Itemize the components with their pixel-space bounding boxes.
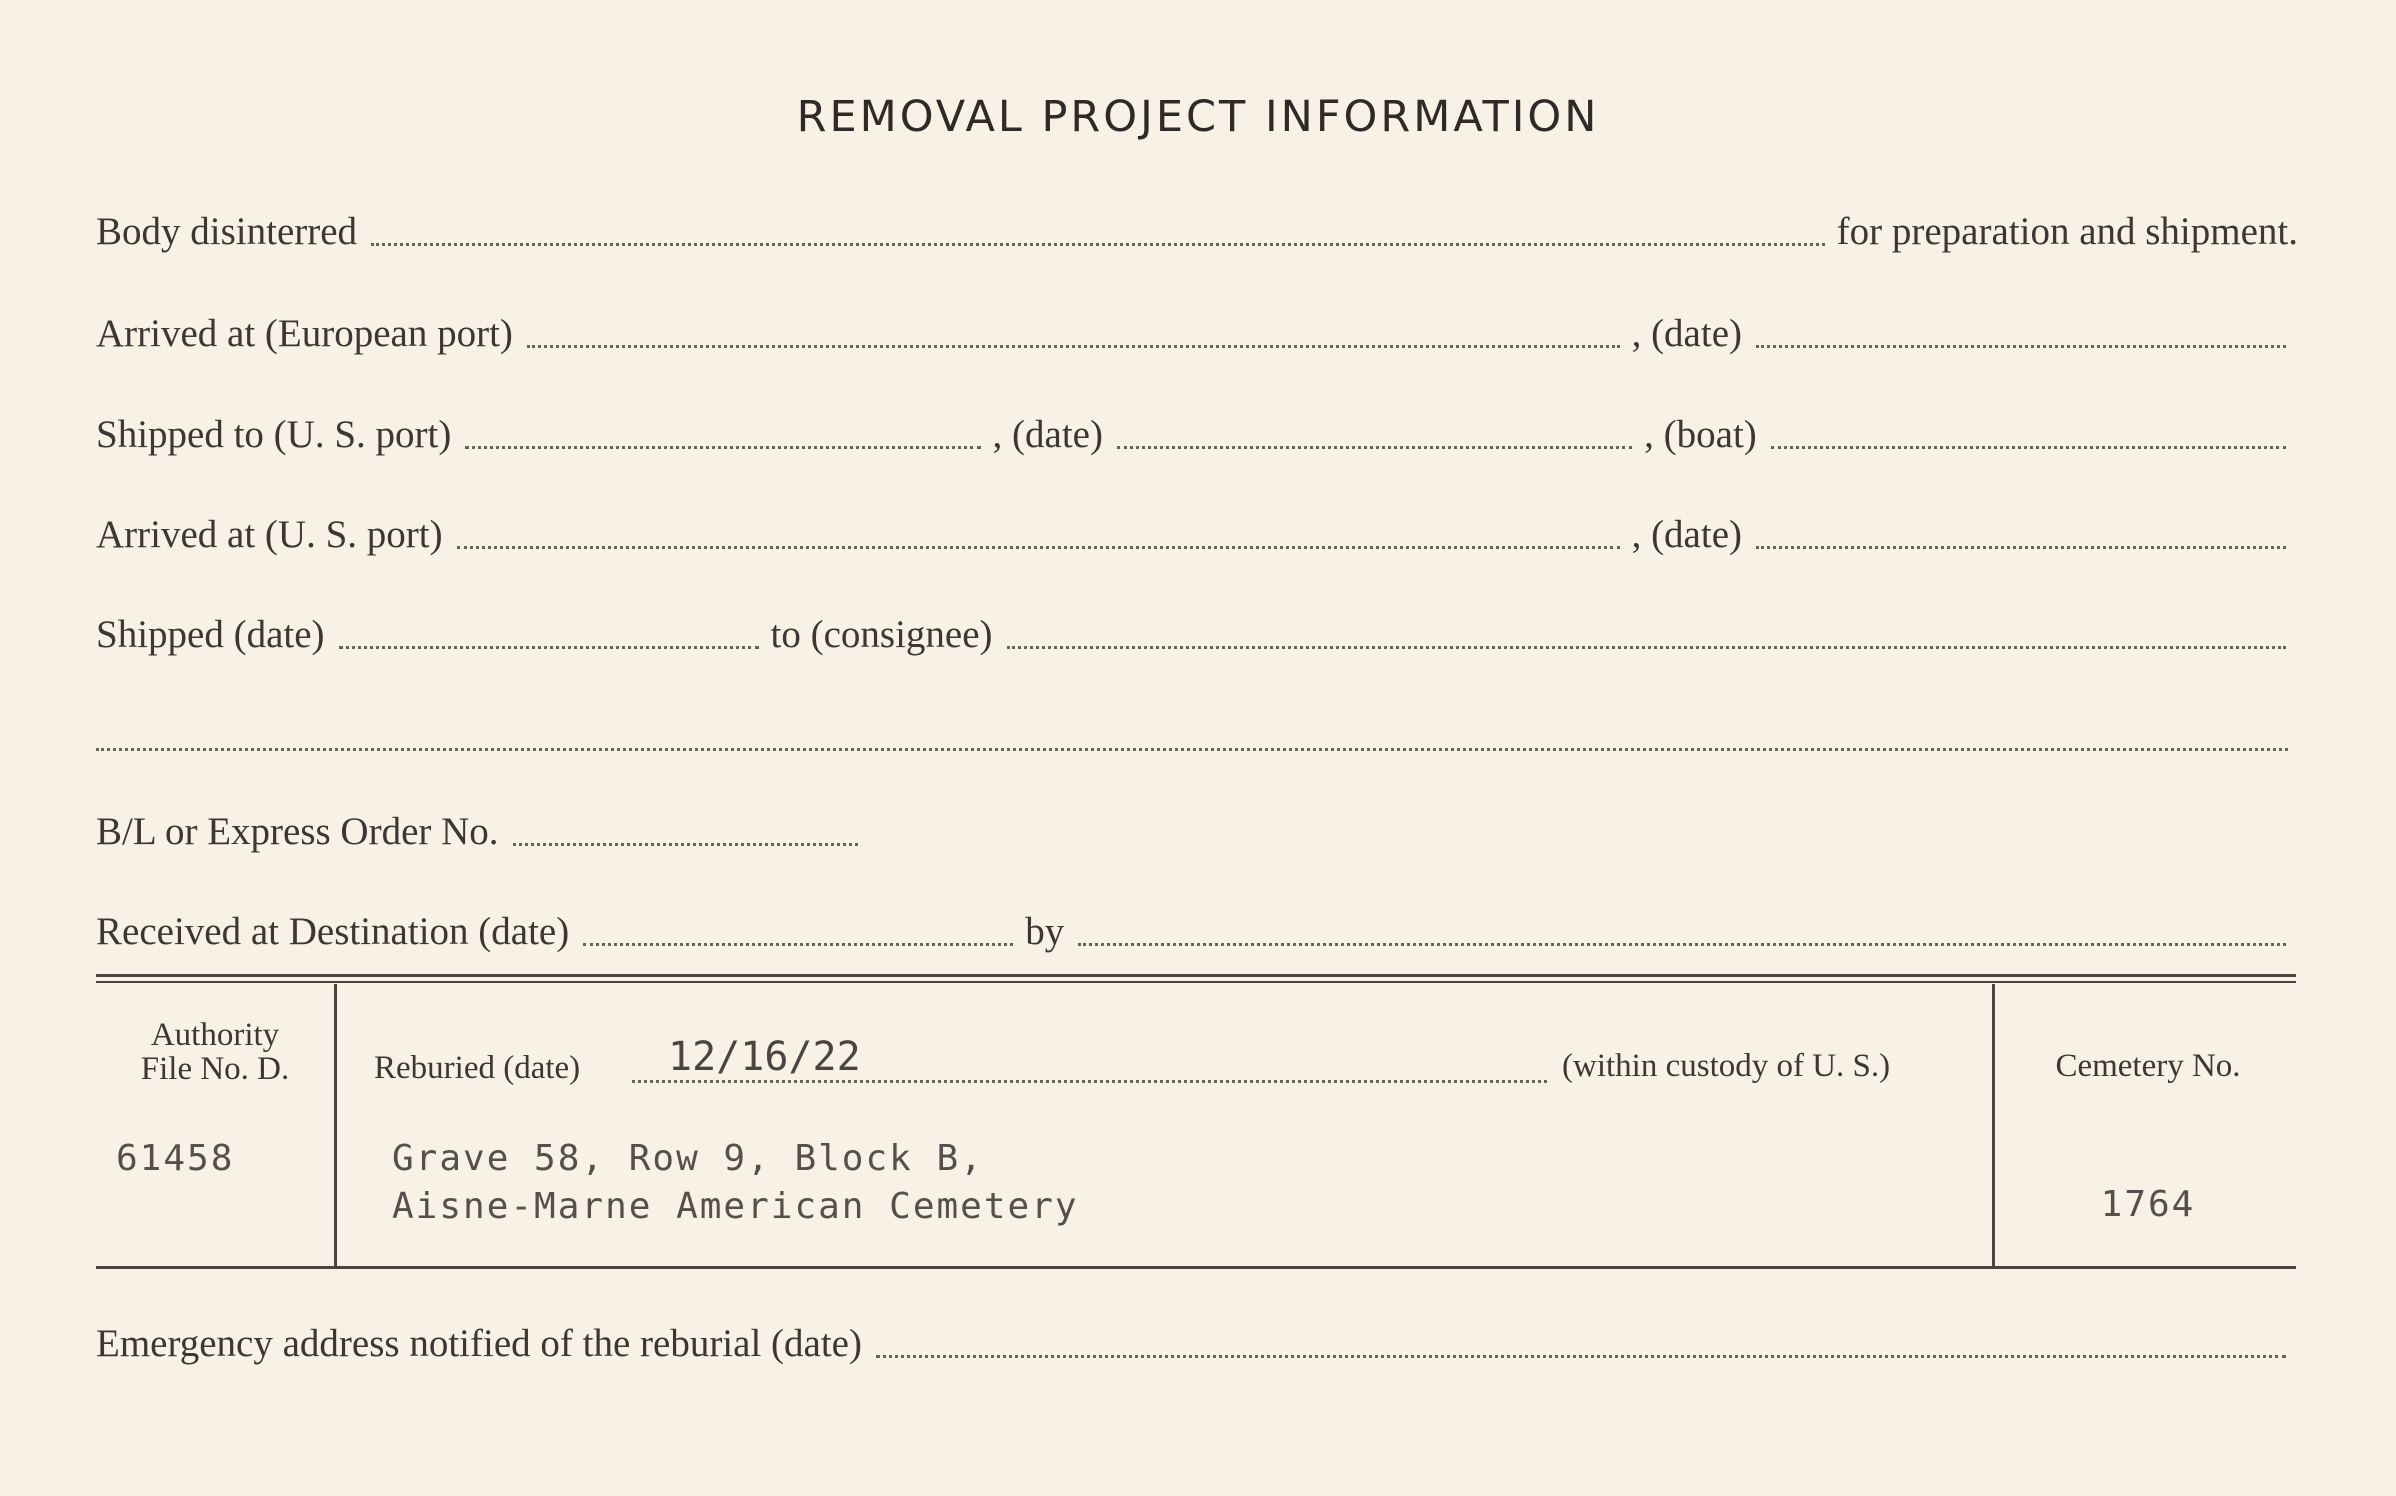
continuation-blank — [96, 748, 2288, 751]
received-label: Received at Destination (date) — [96, 910, 570, 953]
row-body-disinterred — [96, 200, 2298, 260]
card-title: REMOVAL PROJECT INFORMATION — [796, 92, 1600, 142]
european-date-blank — [1756, 329, 2286, 348]
us-port-blank — [465, 430, 980, 449]
table-divider-left — [334, 984, 337, 1266]
grave-location-line-1: Grave 58, Row 9, Block B, — [392, 1138, 984, 1179]
shipped-us-date-label: , (date) — [992, 413, 1103, 456]
row-received — [96, 900, 2298, 960]
arrived-european-date-label: , (date) — [1631, 312, 1742, 355]
table-divider-right — [1992, 984, 1995, 1266]
row-emergency — [96, 1312, 2298, 1372]
reburied-label: Reburied (date) — [374, 1050, 581, 1086]
authority-header — [96, 1018, 334, 1086]
consignee-label: to (consignee) — [770, 613, 993, 656]
shipped-date-blank — [339, 630, 759, 649]
row-shipped-us-port — [96, 403, 2298, 463]
table-top-rule-inner — [96, 981, 2296, 983]
reburied-blank — [632, 1080, 1547, 1083]
received-by-blank — [1078, 927, 2286, 946]
arrived-us-date-label: , (date) — [1631, 513, 1742, 556]
emergency-label: Emergency address notified of the reburial (date) — [96, 1322, 862, 1365]
received-date-blank — [583, 927, 1013, 946]
arrived-us-port-label: Arrived at (U. S. port) — [96, 513, 443, 556]
row-arrived-european — [96, 302, 2298, 362]
by-label: by — [1025, 910, 1065, 953]
shipped-date-label: Shipped (date) — [96, 613, 325, 656]
emergency-date-blank — [876, 1339, 2286, 1358]
european-port-blank — [527, 329, 1620, 348]
file-no-label: File No. D. — [140, 1051, 290, 1087]
custody-label: (within custody of U. S.) — [1562, 1048, 1891, 1084]
reburied-date-value: 12/16/22 — [668, 1034, 861, 1080]
cemetery-no-label: Cemetery No. — [2055, 1048, 2241, 1084]
arrived-us-date-blank — [1756, 530, 2286, 549]
shipped-us-port-label: Shipped to (U. S. port) — [96, 413, 452, 456]
boat-blank — [1771, 430, 2286, 449]
row-arrived-us-port — [96, 503, 2298, 563]
row-shipped-date — [96, 603, 2298, 663]
shipped-us-date-blank — [1117, 430, 1632, 449]
disinterred-blank — [371, 227, 1825, 246]
preparation-shipment-label: for preparation and shipment. — [1836, 210, 2298, 253]
row-bl-order — [96, 800, 2298, 860]
bl-order-label: B/L or Express Order No. — [96, 810, 499, 853]
bl-order-blank — [513, 827, 858, 846]
boat-label: , (boat) — [1644, 413, 1757, 456]
cemetery-no-value: 1764 — [2100, 1184, 2196, 1225]
table-bottom-rule — [96, 1266, 2296, 1269]
authority-file-number: 61458 — [116, 1138, 235, 1179]
arrived-us-port-blank — [457, 530, 1620, 549]
consignee-blank — [1007, 630, 2286, 649]
table-top-rule — [96, 974, 2296, 977]
arrived-european-label: Arrived at (European port) — [96, 312, 513, 355]
grave-location-line-2: Aisne-Marne American Cemetery — [392, 1186, 1079, 1227]
authority-label: Authority — [150, 1017, 280, 1053]
body-disinterred-label: Body disinterred — [96, 210, 358, 253]
